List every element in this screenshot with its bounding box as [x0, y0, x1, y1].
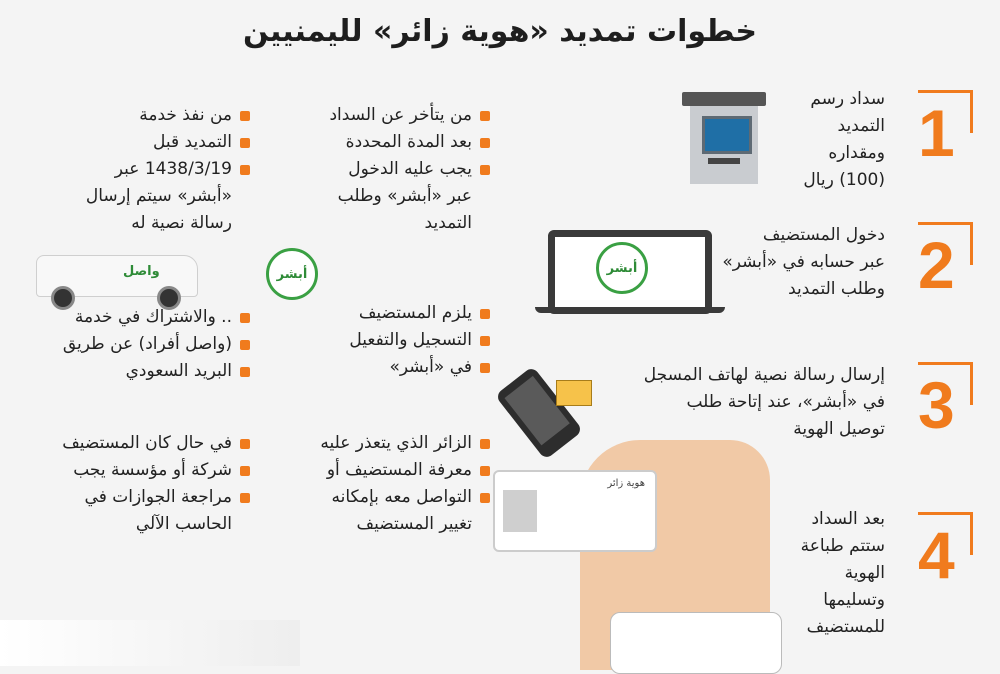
absher-badge: أبشر	[266, 248, 318, 300]
step-4-text: بعد السداد ستتم طباعة الهوية وتسليمها للمستضيف	[800, 509, 885, 637]
note-company: في حال كان المستضيف شركة أو مؤسسة يجب مراجعة الجوازات في الحاسب الآلي	[30, 430, 250, 538]
step-3-text: إرسال رسالة نصية لهاتف المسجل في «أبشر»، عند إتاحة طلب توصيل الهوية	[643, 365, 885, 439]
blurred-watermark-area	[0, 620, 300, 666]
note-expired: من نفذ خدمة التمديد قبل 1438/3/19 عبر «أبشر» سيتم إرسال رسالة نصية له	[60, 102, 250, 237]
note-wasel: .. والاشتراك في خدمة (واصل أفراد) عن طريق البريد السعودي	[45, 304, 250, 385]
step-1-text: سداد رسم التمديد ومقداره (100) ريال	[803, 89, 885, 190]
sleeve-cuff	[610, 612, 782, 674]
note-unknown-host: الزائر الذي يتعذر عليه معرفة المستضيف أو التواصل معه بإمكانه تغيير المستضيف	[280, 430, 490, 538]
note-late: من يتأخر عن السداد بعد المدة المحددة يجب عليه الدخول عبر «أبشر» وطلب التمديد	[300, 102, 490, 237]
step-2-number: 2	[918, 228, 955, 302]
step-1-number: 1	[918, 96, 955, 170]
id-card-icon: هوية زائر	[493, 470, 657, 552]
absher-badge-laptop: أبشر	[596, 242, 648, 294]
note-register: يلزم المستضيف التسجيل والتفعيل في «أبشر»	[320, 300, 490, 381]
step-2-text: دخول المستضيف عبر حسابه في «أبشر» وطلب التمديد	[722, 225, 885, 299]
card-photo	[503, 490, 537, 532]
van-icon: واصل	[36, 255, 198, 297]
page-title: خطوات تمديد «هوية زائر» لليمنيين	[242, 14, 758, 49]
atm-icon	[682, 92, 766, 184]
step-4-number: 4	[918, 518, 955, 592]
step-3-number: 3	[918, 368, 955, 442]
envelope-icon	[556, 380, 592, 406]
